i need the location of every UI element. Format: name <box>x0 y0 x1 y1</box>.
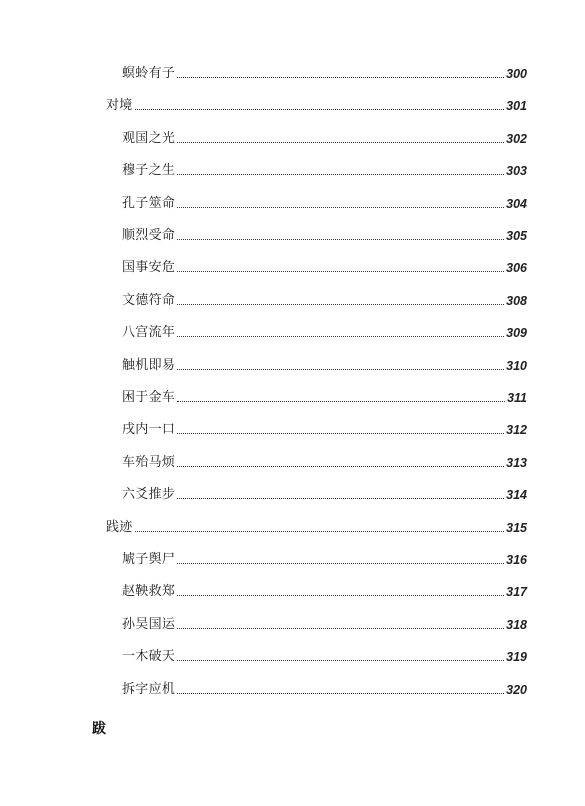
section-heading: 跋 <box>92 721 106 737</box>
toc-entry-page-number: 312 <box>506 423 527 438</box>
toc-entry-page-number: 303 <box>506 164 527 179</box>
toc-entry-page-number: 311 <box>507 391 527 405</box>
toc-dot-leader <box>177 271 504 272</box>
toc-dot-leader <box>177 239 504 240</box>
toc-entry <box>122 388 527 406</box>
toc-entry <box>122 323 527 341</box>
toc-entry-title: 观国之光 <box>122 130 176 146</box>
toc-entry-title: 车殆马烦 <box>122 454 176 470</box>
toc-entry-title: 顺烈受命 <box>122 228 176 243</box>
toc-entry-page-number: 310 <box>506 358 527 373</box>
toc-entry-title: 戌内一口 <box>122 422 176 438</box>
toc-entry-title: 虓子舆尸 <box>122 552 176 567</box>
toc-entry-title: 触机即易 <box>122 357 176 373</box>
toc-entry <box>122 64 527 82</box>
toc-entry-title: 螟蛉有子 <box>122 66 176 81</box>
toc-entry-title: 一木破天 <box>122 649 176 665</box>
toc-dot-leader <box>177 498 504 499</box>
toc-entry <box>122 680 527 698</box>
toc-dot-leader <box>177 628 504 629</box>
toc-entry-title: 六爻推步 <box>122 487 176 503</box>
toc-entry-page-number: 304 <box>506 196 527 211</box>
toc-entry-page-number: 316 <box>506 553 527 567</box>
toc-entry-page-number: 305 <box>506 229 527 243</box>
toc-entry <box>122 161 527 179</box>
toc-dot-leader <box>177 401 505 402</box>
toc-entry-title: 拆字应机 <box>122 681 176 697</box>
toc-entry-title: 穆子之生 <box>122 163 176 179</box>
toc-dot-leader <box>177 304 504 305</box>
toc-dot-leader <box>135 109 505 110</box>
toc-entry <box>106 518 527 536</box>
toc-entry-page-number: 300 <box>506 67 527 81</box>
toc-entry-title: 对境 <box>106 98 133 114</box>
toc-entry-page-number: 319 <box>506 650 527 665</box>
toc-entry-page-number: 313 <box>506 455 527 470</box>
toc-entry-page-number: 318 <box>506 617 527 632</box>
toc-dot-leader <box>177 563 504 564</box>
toc-dot-leader <box>177 466 504 467</box>
toc-entry <box>122 129 527 147</box>
toc-entry <box>122 647 527 665</box>
toc-entry <box>106 96 527 114</box>
toc-dot-leader <box>177 207 504 208</box>
toc-entry-title: 践迹 <box>106 519 133 535</box>
toc-dot-leader <box>177 660 504 661</box>
toc-entry <box>122 356 527 374</box>
toc-dot-leader <box>177 693 504 694</box>
toc-entry-page-number: 301 <box>506 99 527 114</box>
toc-entry-page-number: 309 <box>506 326 527 341</box>
toc-dot-leader <box>177 336 504 337</box>
toc-entry-title: 困于金车 <box>122 390 176 405</box>
toc-entry <box>122 291 527 309</box>
toc-entry <box>122 615 527 633</box>
toc-entry-page-number: 306 <box>506 261 527 276</box>
toc-entry-page-number: 315 <box>506 520 527 535</box>
toc-entry-title: 孔子筮命 <box>122 195 176 211</box>
toc-entry <box>122 453 527 471</box>
toc-dot-leader <box>177 174 504 175</box>
toc-entry-title: 国事安危 <box>122 260 176 276</box>
toc-dot-leader <box>177 433 504 434</box>
toc-dot-leader <box>135 531 505 532</box>
toc-entry <box>122 258 527 276</box>
toc-entry-title: 赵鞅救郑 <box>122 584 176 600</box>
toc-entry <box>122 485 527 503</box>
toc-dot-leader <box>177 77 504 78</box>
toc-dot-leader <box>177 595 504 596</box>
toc-entry-page-number: 317 <box>506 585 527 600</box>
toc-dot-leader <box>177 369 504 370</box>
toc-entry-page-number: 320 <box>506 682 527 697</box>
toc-entry <box>122 550 527 568</box>
toc-entry-page-number: 302 <box>506 131 527 146</box>
toc-entry-title: 孙吴国运 <box>122 616 176 632</box>
toc-entry <box>122 194 527 212</box>
toc-entry <box>122 226 527 244</box>
toc-entry <box>122 420 527 438</box>
toc-entry-title: 文德符命 <box>122 292 176 308</box>
toc-dot-leader <box>177 142 504 143</box>
toc-entry-page-number: 308 <box>506 293 527 308</box>
toc-entry-page-number: 314 <box>506 488 527 503</box>
toc-entry-title: 八宫流年 <box>122 325 176 341</box>
toc-entry <box>122 582 527 600</box>
